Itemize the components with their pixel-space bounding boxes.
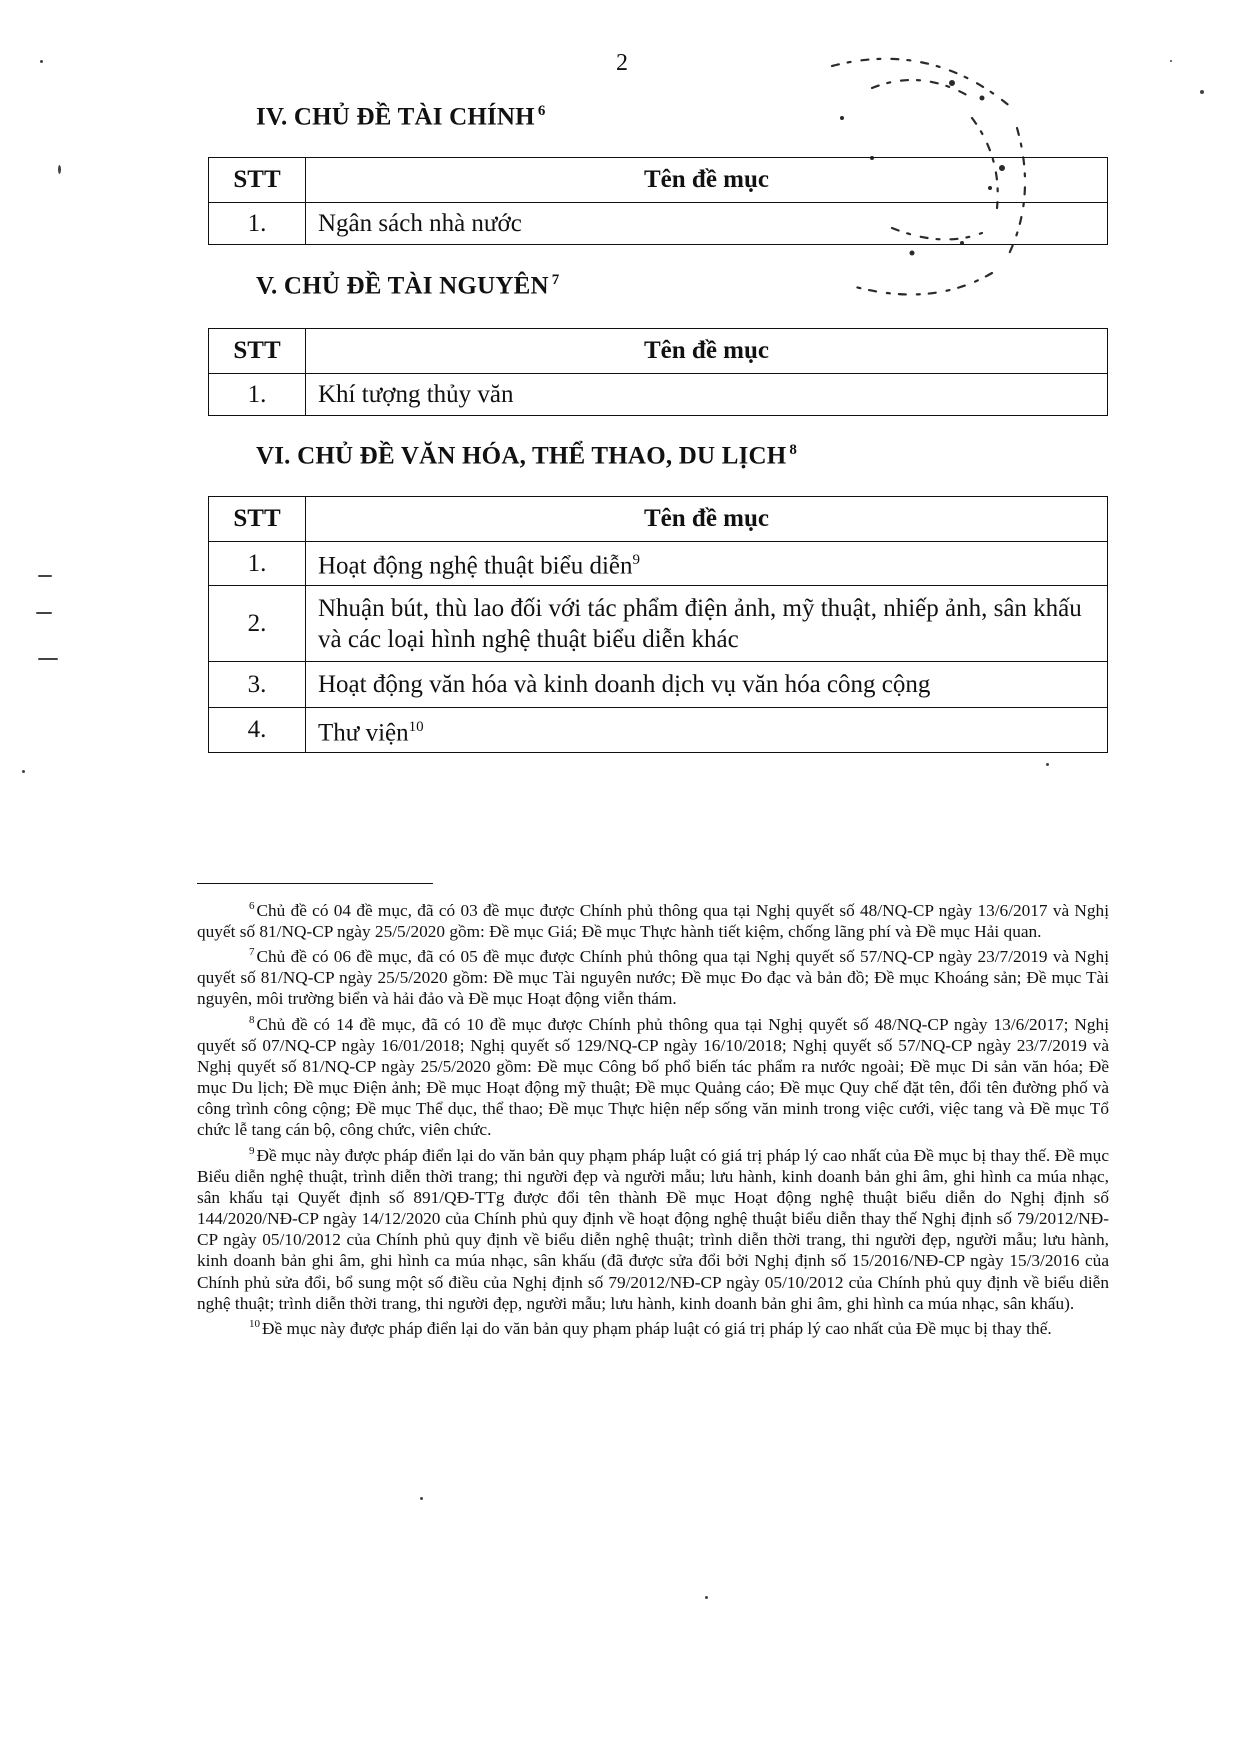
scan-speck <box>38 658 58 660</box>
table-row <box>209 586 1108 662</box>
header-stt: STT <box>209 158 306 203</box>
page-number: 2 <box>616 50 628 76</box>
header-ten-de-muc: Tên đề mục <box>306 158 1108 203</box>
footnote-6: $^6$ Chủ đề có 04 đề mục, đã có 03 đề mục được Chính phủ thông qua tại Nghị quyết số 48/NQ-CP ngày 13/6/2017 và Nghị quyết số 81/NQ-CP ngày 25/5/2020 gồm: Đề mục Giá; Đề mục Thực hành tiết kiệm, chống lãng phí và Đề mục Hải quan. <box>197 900 1109 941</box>
scan-speck <box>36 612 52 614</box>
footnote-ref: 9 <box>632 552 641 569</box>
scan-speck <box>1200 90 1204 94</box>
footnote-ref: 8 <box>789 442 798 458</box>
scan-speck <box>1046 763 1049 766</box>
header-ten-de-muc: Tên đề mục <box>306 329 1108 374</box>
footnote-10: $^{10}$ Đề mục này được pháp điển lại do văn bản quy phạm pháp luật có giá trị pháp lý cao nhất của Đề mục bị thay thế. <box>249 1317 1052 1338</box>
table-row <box>209 542 1108 586</box>
table-van-hoa <box>208 496 1108 753</box>
table-tai-nguyen <box>208 328 1108 416</box>
row-stt: 1. <box>209 203 306 245</box>
section-heading-van-hoa: VI. CHỦ ĐỀ VĂN HÓA, THỂ THAO, DU LỊCH $^8$ <box>256 442 798 470</box>
scan-speck <box>40 60 43 63</box>
table-header-row <box>209 329 1108 374</box>
row-name: Khí tượng thủy văn <box>306 374 1108 416</box>
row-name: Nhuận bút, thù lao đối với tác phẩm điện ảnh, mỹ thuật, nhiếp ảnh, sân khấu và các loại hình nghệ thuật biểu diễn khác <box>306 586 1108 662</box>
footnotes <box>197 896 1109 1339</box>
table-tai-chinh <box>208 157 1108 245</box>
footnote-9: $^9$ Đề mục này được pháp điển lại do văn bản quy phạm pháp luật có giá trị pháp lý cao nhất của Đề mục bị thay thế. Đề mục Biểu diễn nghệ thuật, trình diễn thời trang; thi người đẹp và người mẫu; lưu hành, kinh doanh bản ghi âm, ghi hình ca múa nhạc, sân khấu tại Quyết định số 891/QĐ-TTg được đổi tên thành Đề mục Hoạt động nghệ thuật biểu diễn do Nghị định số 144/2020/NĐ-CP ngày 14/12/2020 của Chính phủ quy định về hoạt động nghệ thuật biểu diễn thay thế Nghị định số 79/2012/NĐ-CP ngày 05/10/2012 của Chính phủ quy định về biểu diễn nghệ thuật; trình diễn thời trang, thi người đẹp, người mẫu; lưu hành, kinh doanh bản ghi âm, ghi hình ca múa nhạc, sân khấu (đã được sửa đổi bởi Nghị định số 15/2016/NĐ-CP ngày 15/3/2016 của Chính phủ sửa đổi, bổ sung một số điều của Nghị định số 79/2012/NĐ-CP ngày 05/10/2012 của Chính phủ quy định về biểu diễn nghệ thuật; trình diễn thời trang, thi người đẹp, người mẫu; lưu hành, kinh doanh bản ghi âm, ghi hình ca múa nhạc, sân khấu). <box>197 1144 1109 1313</box>
scan-speck <box>1170 60 1172 62</box>
row-name: Thư viện$^{10}$ <box>306 708 1108 753</box>
scan-speck <box>58 165 61 174</box>
row-stt: 3. <box>209 662 306 708</box>
footnote-7: $^7$ Chủ đề có 06 đề mục, đã có 05 đề mục được Chính phủ thông qua tại Nghị quyết số 57/NQ-CP ngày 23/7/2019 và Nghị quyết số 81/NQ-CP ngày 25/5/2020 gồm: Đề mục Tài nguyên nước; Đề mục Đo đạc và bản đồ; Đề mục Khoáng sản; Đề mục Tài nguyên, môi trường biển và hải đảo và Đề mục Hoạt động viễn thám. <box>197 946 1109 1009</box>
footnote-8: $^8$ Chủ đề có 14 đề mục, đã có 10 đề mục được Chính phủ thông qua tại Nghị quyết số 48/NQ-CP ngày 13/6/2017; Nghị quyết số 07/NQ-CP ngày 16/01/2018; Nghị quyết số 129/NQ-CP ngày 16/10/2018; Nghị quyết số 57/NQ-CP ngày 23/7/2019 và Nghị quyết số 81/NQ-CP ngày 25/5/2020 gồm: Đề mục Công bố phổ biến tác phẩm ra nước ngoài; Đề mục Di sản văn hóa; Đề mục Du lịch; Đề mục Điện ảnh; Đề mục Hoạt động mỹ thuật; Đề mục Quảng cáo; Đề mục Quy chế đặt tên, đổi tên đường phố và công trình công cộng; Đề mục Thể dục, thể thao; Đề mục Thực hiện nếp sống văn minh trong việc cưới, việc tang và Đề mục Tổ chức lễ tang cán bộ, công chức, viên chức. <box>197 1013 1109 1140</box>
footnote-ref: 6 <box>537 103 546 119</box>
footnote-separator <box>197 883 433 884</box>
table-header-row <box>209 158 1108 203</box>
footnote-ref: 10 <box>408 718 424 735</box>
scan-speck <box>22 770 25 773</box>
section-heading-tai-chinh: IV. CHỦ ĐỀ TÀI CHÍNH $^6$ <box>256 103 546 131</box>
row-name: Hoạt động văn hóa và kinh doanh dịch vụ văn hóa công cộng <box>306 662 1108 708</box>
table-row <box>209 662 1108 708</box>
row-stt: 1. <box>209 374 306 416</box>
table-row <box>209 203 1108 245</box>
table-header-row <box>209 497 1108 542</box>
row-stt: 4. <box>209 708 306 753</box>
section-heading-tai-nguyen: V. CHỦ ĐỀ TÀI NGUYÊN $^7$ <box>256 272 560 300</box>
header-ten-de-muc: Tên đề mục <box>306 497 1108 542</box>
table-row <box>209 708 1108 753</box>
row-name: Hoạt động nghệ thuật biểu diễn$^9$ <box>306 542 1108 586</box>
header-stt: STT <box>209 497 306 542</box>
scan-speck <box>38 575 52 577</box>
row-name: Ngân sách nhà nước <box>306 203 1108 245</box>
scan-speck <box>420 1497 423 1500</box>
footnote-ref: 7 <box>551 272 560 288</box>
row-stt: 1. <box>209 542 306 586</box>
row-stt: 2. <box>209 586 306 662</box>
header-stt: STT <box>209 329 306 374</box>
scan-speck <box>705 1596 708 1599</box>
table-row <box>209 374 1108 416</box>
